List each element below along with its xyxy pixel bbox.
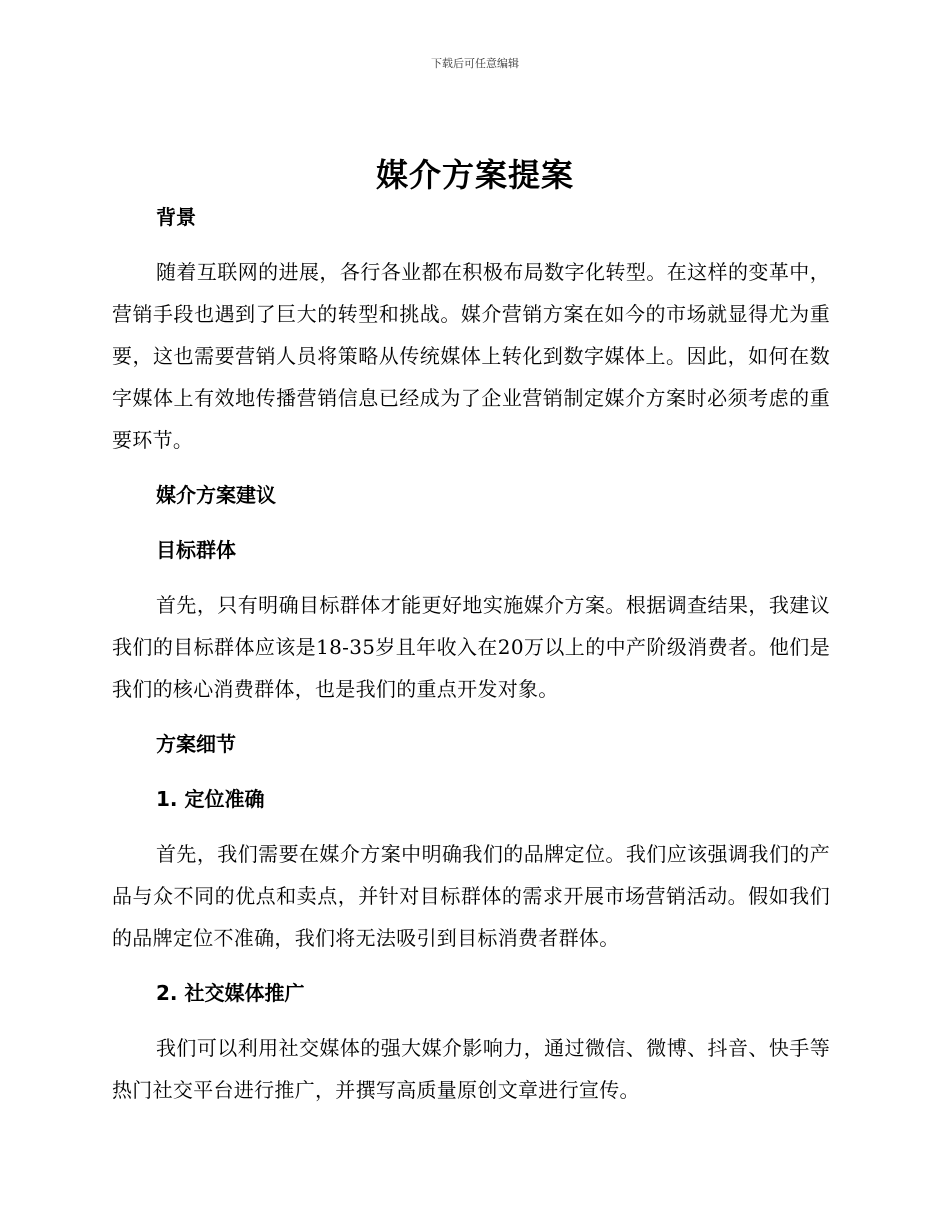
- section-heading-proposal: 媒介方案建议: [156, 483, 276, 507]
- section-heading-details: 方案细节: [156, 732, 236, 756]
- document-body: [112, 196, 830, 1124]
- paragraph-social-media: 我们可以利用社交媒体的强大媒介影响力，通过微信、微博、抖音、快手等热门社交平台进行推广，并撰写高质量原创文章进行宣传。: [112, 1036, 830, 1102]
- item-heading-positioning: 1. 定位准确: [156, 787, 265, 811]
- paragraph-target: 首先，只有明确目标群体才能更好地实施媒介方案。根据调查结果，我建议我们的目标群体应该是18-35岁且年收入在20万以上的中产阶级消费者。他们是我们的核心消费群体，也是我们的重点开发对象。: [112, 593, 830, 701]
- item-heading-social-media: 2. 社交媒体推广: [156, 981, 305, 1005]
- paragraph-positioning: 首先，我们需要在媒介方案中明确我们的品牌定位。我们应该强调我们的产品与众不同的优点和卖点，并针对目标群体的需求开展市场营销活动。假如我们的品牌定位不准确，我们将无法吸引到目标消费者群体。: [112, 842, 830, 950]
- header-note: 下载后可任意编辑: [431, 57, 519, 70]
- paragraph-background: 随着互联网的进展，各行各业都在积极布局数字化转型。在这样的变革中，营销手段也遇到了巨大的转型和挑战。媒介营销方案在如今的市场就显得尤为重要，这也需要营销人员将策略从传统媒体上转化到数字媒体上。因此，如何在数字媒体上有效地传播营销信息已经成为了企业营销制定媒介方案时必须考虑的重要环节。: [112, 260, 830, 452]
- section-heading-target: 目标群体: [156, 538, 236, 562]
- section-heading-background: 背景: [156, 205, 196, 229]
- document-title: 媒介方案提案: [375, 156, 574, 194]
